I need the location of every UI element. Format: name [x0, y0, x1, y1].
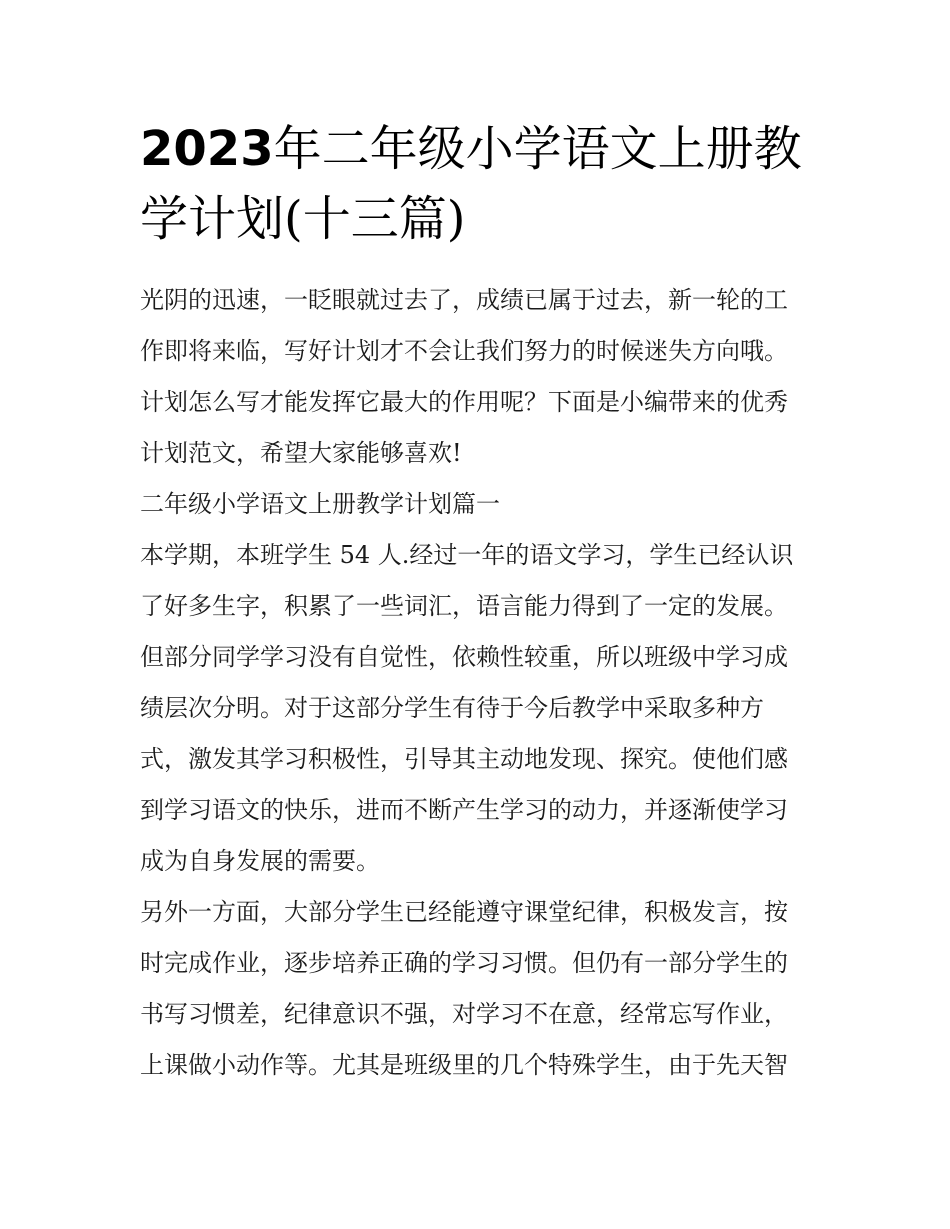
- intro-line: 计划范文，希望大家能够喜欢!: [140, 439, 462, 467]
- paragraph-line: 成为自身发展的需要。: [140, 847, 380, 875]
- paragraph-line: 时完成作业，逐步培养正确的学习习惯。但仍有一部分学生的: [140, 949, 788, 977]
- title-line-1: [140, 114, 820, 184]
- section-heading: [140, 479, 820, 530]
- paragraph-line: 上课做小动作等。尤其是班级里的几个特殊学生，由于先天智: [140, 1051, 788, 1079]
- title-line-2: 学计划(十三篇): [140, 191, 466, 247]
- intro-line: 计划怎么写才能发挥它最大的作用呢？下面是小编带来的优秀: [140, 388, 788, 416]
- paragraph-line: 了好多生字，积累了一些词汇，语言能力得到了一定的发展。: [140, 592, 788, 620]
- paragraph-students: [140, 530, 820, 887]
- paragraph-habits: [140, 887, 820, 1091]
- section-heading-text: 二年级小学语文上册教学计划篇一: [140, 490, 500, 518]
- document-body: [140, 275, 820, 1091]
- title-year: 2023: [140, 121, 274, 177]
- paragraph-line: 到学习语文的快乐，进而不断产生学习的动力，并逐渐使学习: [140, 796, 788, 824]
- intro-paragraph: [140, 275, 820, 479]
- paragraph-line: 本学期，本班学生 54 人.经过一年的语文学习，学生已经认识: [140, 541, 794, 569]
- paragraph-line: 绩层次分明。对于这部分学生有待于今后教学中采取多种方: [140, 694, 764, 722]
- title-line-1-text: 年二年级小学语文上册教: [273, 121, 802, 177]
- intro-line: 光阴的迅速，一眨眼就过去了，成绩已属于过去，新一轮的工: [140, 286, 788, 314]
- document-title: [140, 114, 820, 254]
- intro-line: 作即将来临，写好计划才不会让我们努力的时候迷失方向哦。: [140, 337, 788, 365]
- paragraph-line: 但部分同学学习没有自觉性，依赖性较重，所以班级中学习成: [140, 643, 788, 671]
- paragraph-line: 书写习惯差，纪律意识不强，对学习不在意，经常忘写作业，: [140, 1000, 788, 1028]
- paragraph-line: 式，激发其学习积极性，引导其主动地发现、探究。使他们感: [140, 745, 788, 773]
- paragraph-line: 另外一方面，大部分学生已经能遵守课堂纪律，积极发言，按: [140, 898, 788, 926]
